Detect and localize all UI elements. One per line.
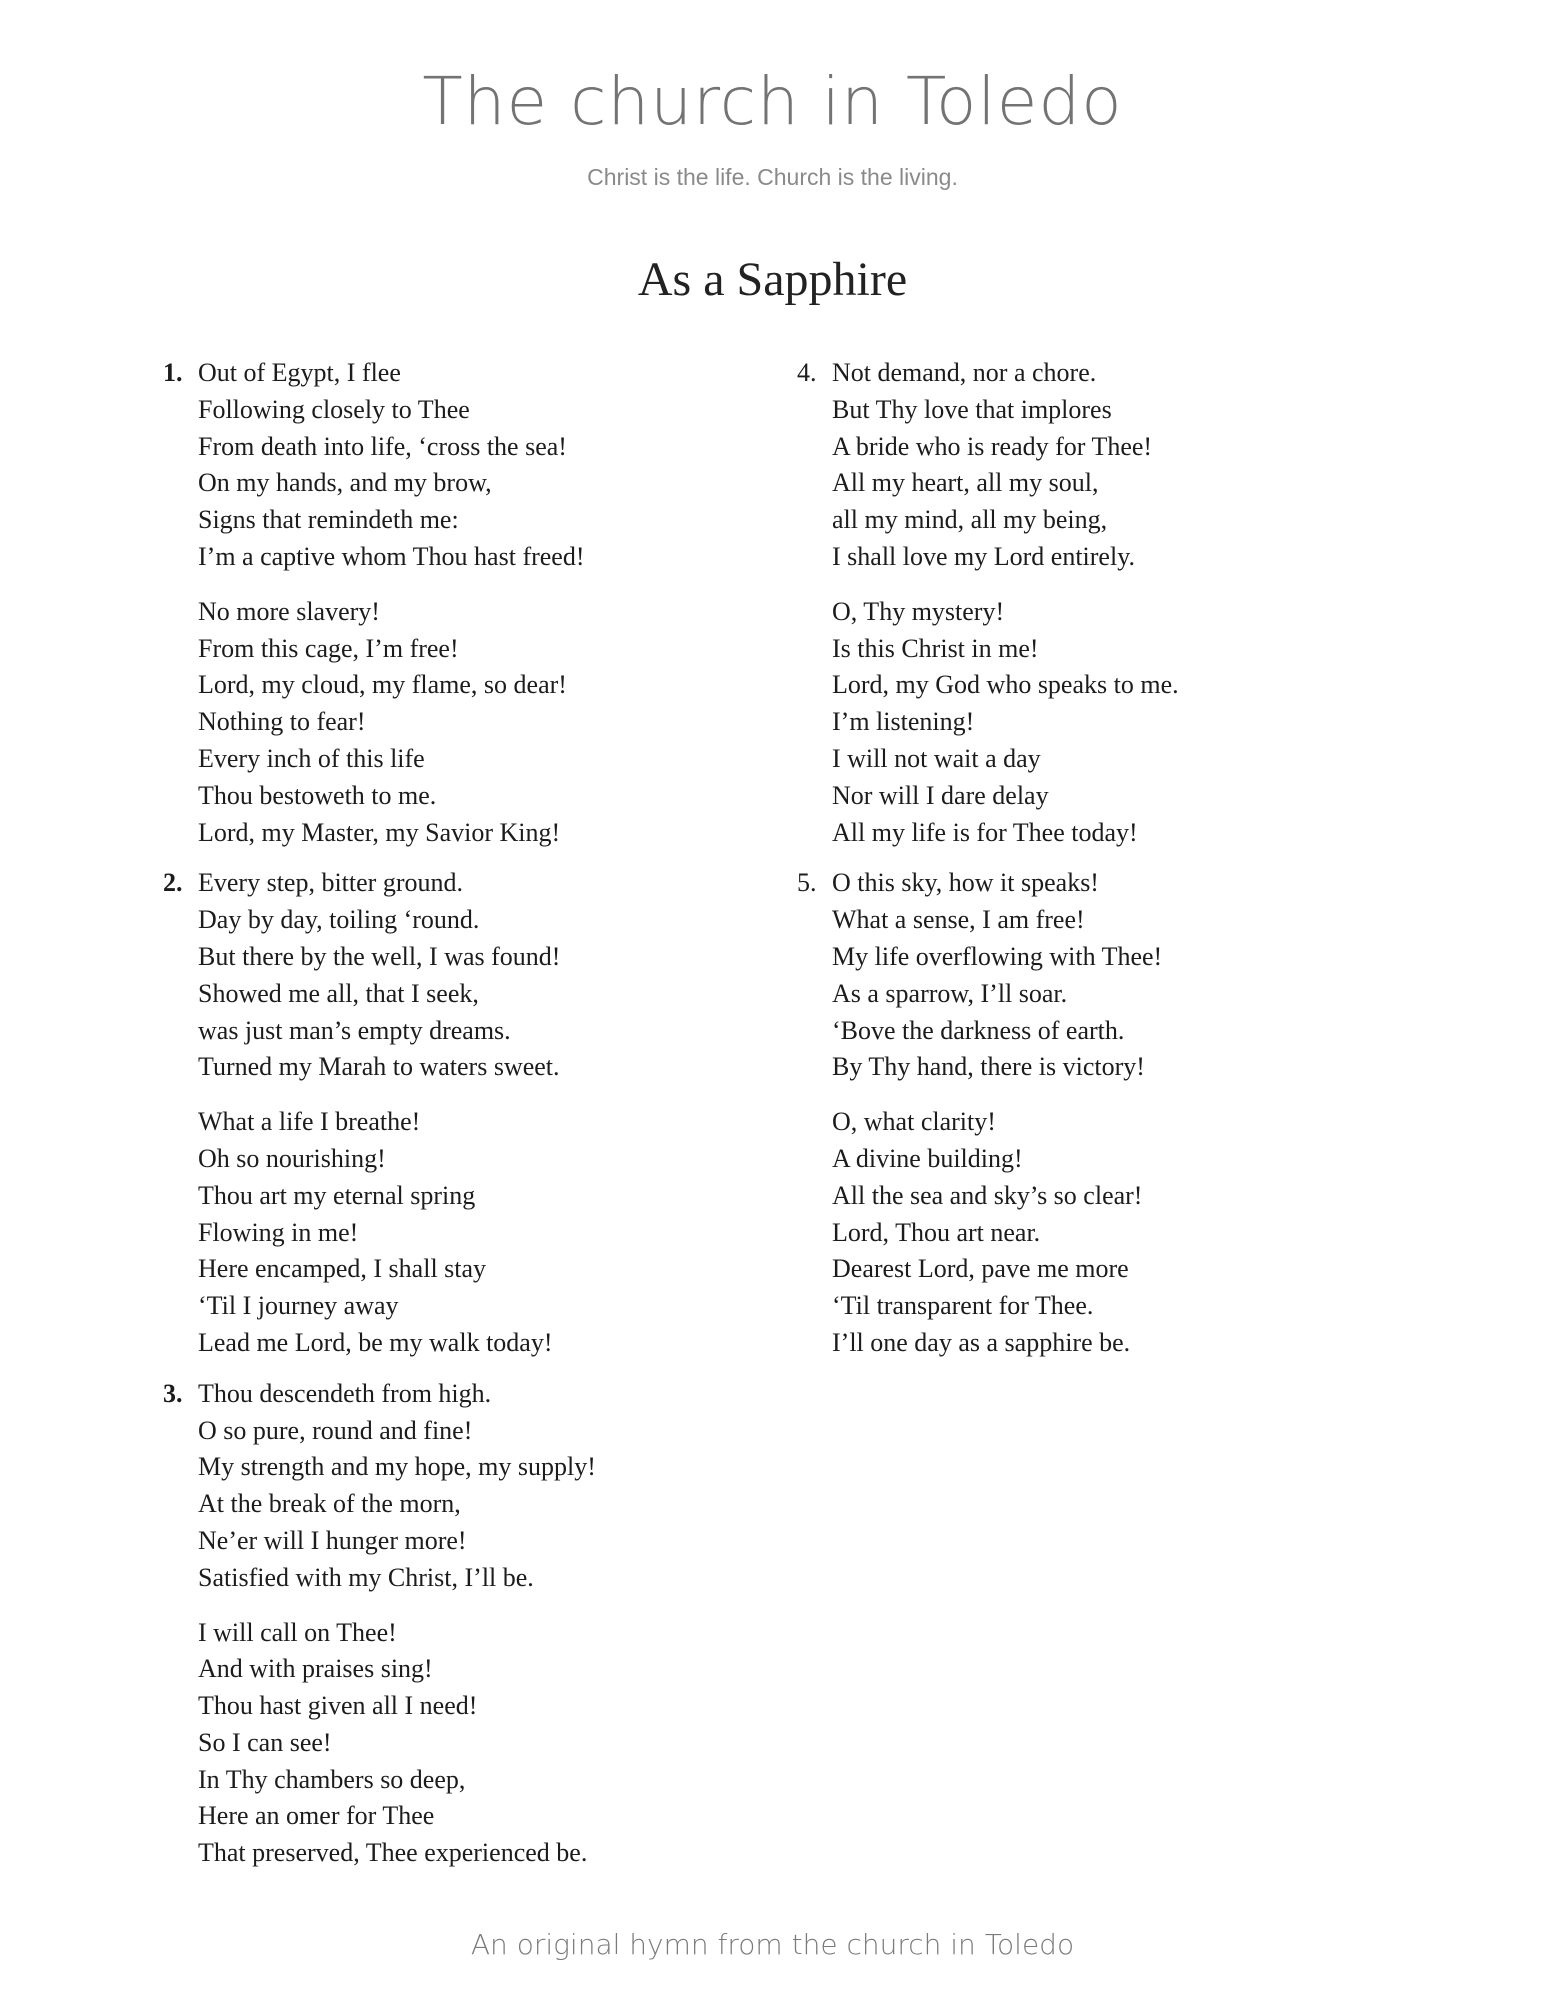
hymn-title: As a Sapphire [637, 253, 908, 306]
lyric-line: In Thy chambers so deep, [198, 1764, 466, 1794]
lyric-line: Following closely to Thee [198, 394, 470, 424]
stanza-number: 4. [797, 358, 817, 387]
stanza-4-verse [797, 355, 1179, 576]
lyric-line: ‘Bove the darkness of earth. [832, 1015, 1125, 1045]
lyric-line: My strength and my hope, my supply! [198, 1452, 596, 1482]
lyric-line: No more slavery! [198, 596, 380, 626]
lyric-line: Every inch of this life [198, 743, 425, 773]
lyric-line: I’ll one day as a sapphire be. [832, 1327, 1131, 1357]
lyric-line: was just man’s empty dreams. [198, 1015, 511, 1045]
lyric-line: From death into life, ‘cross the sea! [198, 431, 567, 461]
footer-credit: An original hymn from the church in Toledo [470, 1928, 1075, 1961]
stanza-3 [163, 1376, 596, 1872]
lyric-line: Showed me all, that I seek, [198, 978, 479, 1008]
lyric-line: I’m a captive whom Thou hast freed! [198, 541, 585, 571]
lyric-line: A bride who is ready for Thee! [832, 431, 1153, 461]
stanza-3-verse [163, 1376, 596, 1597]
lyric-line: Lord, Thou art near. [832, 1217, 1041, 1247]
stanza-number: 1. [163, 358, 183, 387]
lyric-line: Nothing to fear! [198, 707, 366, 737]
lyric-line: Lord, my Master, my Savior King! [198, 817, 561, 847]
lyric-line: O this sky, how it speaks! [832, 868, 1099, 898]
lyric-line: All my heart, all my soul, [832, 468, 1099, 498]
lyric-line: Turned my Marah to waters sweet. [198, 1052, 560, 1082]
lyric-line: At the break of the morn, [198, 1489, 461, 1519]
lyric-line: Satisfied with my Christ, I’ll be. [198, 1562, 534, 1592]
lyric-line: Every step, bitter ground. [198, 868, 463, 898]
lyric-line: I shall love my Lord entirely. [832, 541, 1136, 571]
stanza-number: 5. [797, 868, 817, 898]
lyric-line: ‘Til I journey away [198, 1291, 399, 1321]
stanza-number: 3. [163, 1378, 183, 1408]
lyric-line: Thou bestoweth to me. [198, 780, 437, 810]
lyric-line: Ne’er will I hunger more! [198, 1525, 467, 1555]
lyric-line: I will call on Thee! [198, 1617, 397, 1647]
lyric-line: Lead me Lord, be my walk today! [198, 1327, 553, 1357]
lyric-line: I will not wait a day [832, 743, 1041, 773]
lyric-line: Day by day, toiling ‘round. [198, 905, 480, 935]
lyric-line: all my mind, all my being, [832, 505, 1108, 535]
lyric-line: ‘Til transparent for Thee. [832, 1291, 1094, 1321]
stanza-2-verse [163, 865, 596, 1086]
site-title: The church in Toledo [422, 63, 1123, 140]
lyric-line: Oh so nourishing! [198, 1143, 386, 1173]
stanza-1-chorus [163, 594, 596, 852]
lyric-line: Not demand, nor a chore. [832, 358, 1097, 387]
lyric-line: Out of Egypt, I flee [198, 358, 401, 387]
lyric-line: Thou hast given all I need! [198, 1691, 478, 1721]
lyric-line: A divine building! [832, 1143, 1023, 1173]
lyric-line: What a sense, I am free! [832, 905, 1085, 935]
lyric-line: That preserved, Thee experienced be. [198, 1838, 588, 1868]
lyric-line: Lord, my God who speaks to me. [832, 670, 1179, 700]
lyric-line: Here encamped, I shall stay [198, 1254, 487, 1284]
stanza-1 [163, 355, 596, 851]
stanza-number: 2. [163, 868, 183, 898]
lyric-line: Lord, my cloud, my flame, so dear! [198, 670, 567, 700]
lyric-line: O so pure, round and fine! [198, 1415, 473, 1445]
stanza-5-verse [797, 865, 1179, 1086]
lyric-line: I’m listening! [832, 707, 975, 737]
lyric-line: And with praises sing! [198, 1654, 433, 1684]
stanza-1-verse [163, 355, 596, 576]
lyric-line: But Thy love that implores [832, 394, 1112, 424]
lyric-line: As a sparrow, I’ll soar. [832, 978, 1068, 1008]
lyric-line: But there by the well, I was found! [198, 941, 561, 971]
lyric-line: All the sea and sky’s so clear! [832, 1180, 1143, 1210]
lyric-line: O, Thy mystery! [832, 596, 1005, 626]
lyric-line: Thou descendeth from high. [198, 1378, 492, 1408]
lyric-line: Flowing in me! [198, 1217, 359, 1247]
lyric-line: All my life is for Thee today! [832, 817, 1138, 847]
stanza-4-chorus [797, 594, 1179, 852]
lyric-line: Signs that remindeth me: [198, 505, 459, 535]
lyric-line: So I can see! [198, 1727, 332, 1757]
lyric-line: Dearest Lord, pave me more [832, 1254, 1129, 1284]
left-column [163, 355, 596, 1886]
stanza-4 [797, 355, 1179, 851]
lyric-line: What a life I breathe! [198, 1107, 421, 1137]
lyric-line: Here an omer for Thee [198, 1801, 435, 1831]
lyric-line: Is this Christ in me! [832, 633, 1039, 663]
stanza-2-chorus [163, 1104, 596, 1362]
stanza-5 [797, 865, 1179, 1361]
lyric-line: From this cage, I’m free! [198, 633, 459, 663]
lyric-line: Nor will I dare delay [832, 780, 1049, 810]
stanza-3-chorus [163, 1615, 596, 1873]
lyric-line: My life overflowing with Thee! [832, 941, 1163, 971]
lyric-line: By Thy hand, there is victory! [832, 1052, 1145, 1082]
site-tagline: Christ is the life. Church is the living. [587, 164, 958, 190]
lyric-line: O, what clarity! [832, 1107, 996, 1137]
stanza-2 [163, 865, 596, 1361]
lyric-line: Thou art my eternal spring [198, 1180, 476, 1210]
right-column [797, 355, 1179, 1376]
stanza-5-chorus [797, 1104, 1179, 1362]
lyric-line: On my hands, and my brow, [198, 468, 492, 498]
